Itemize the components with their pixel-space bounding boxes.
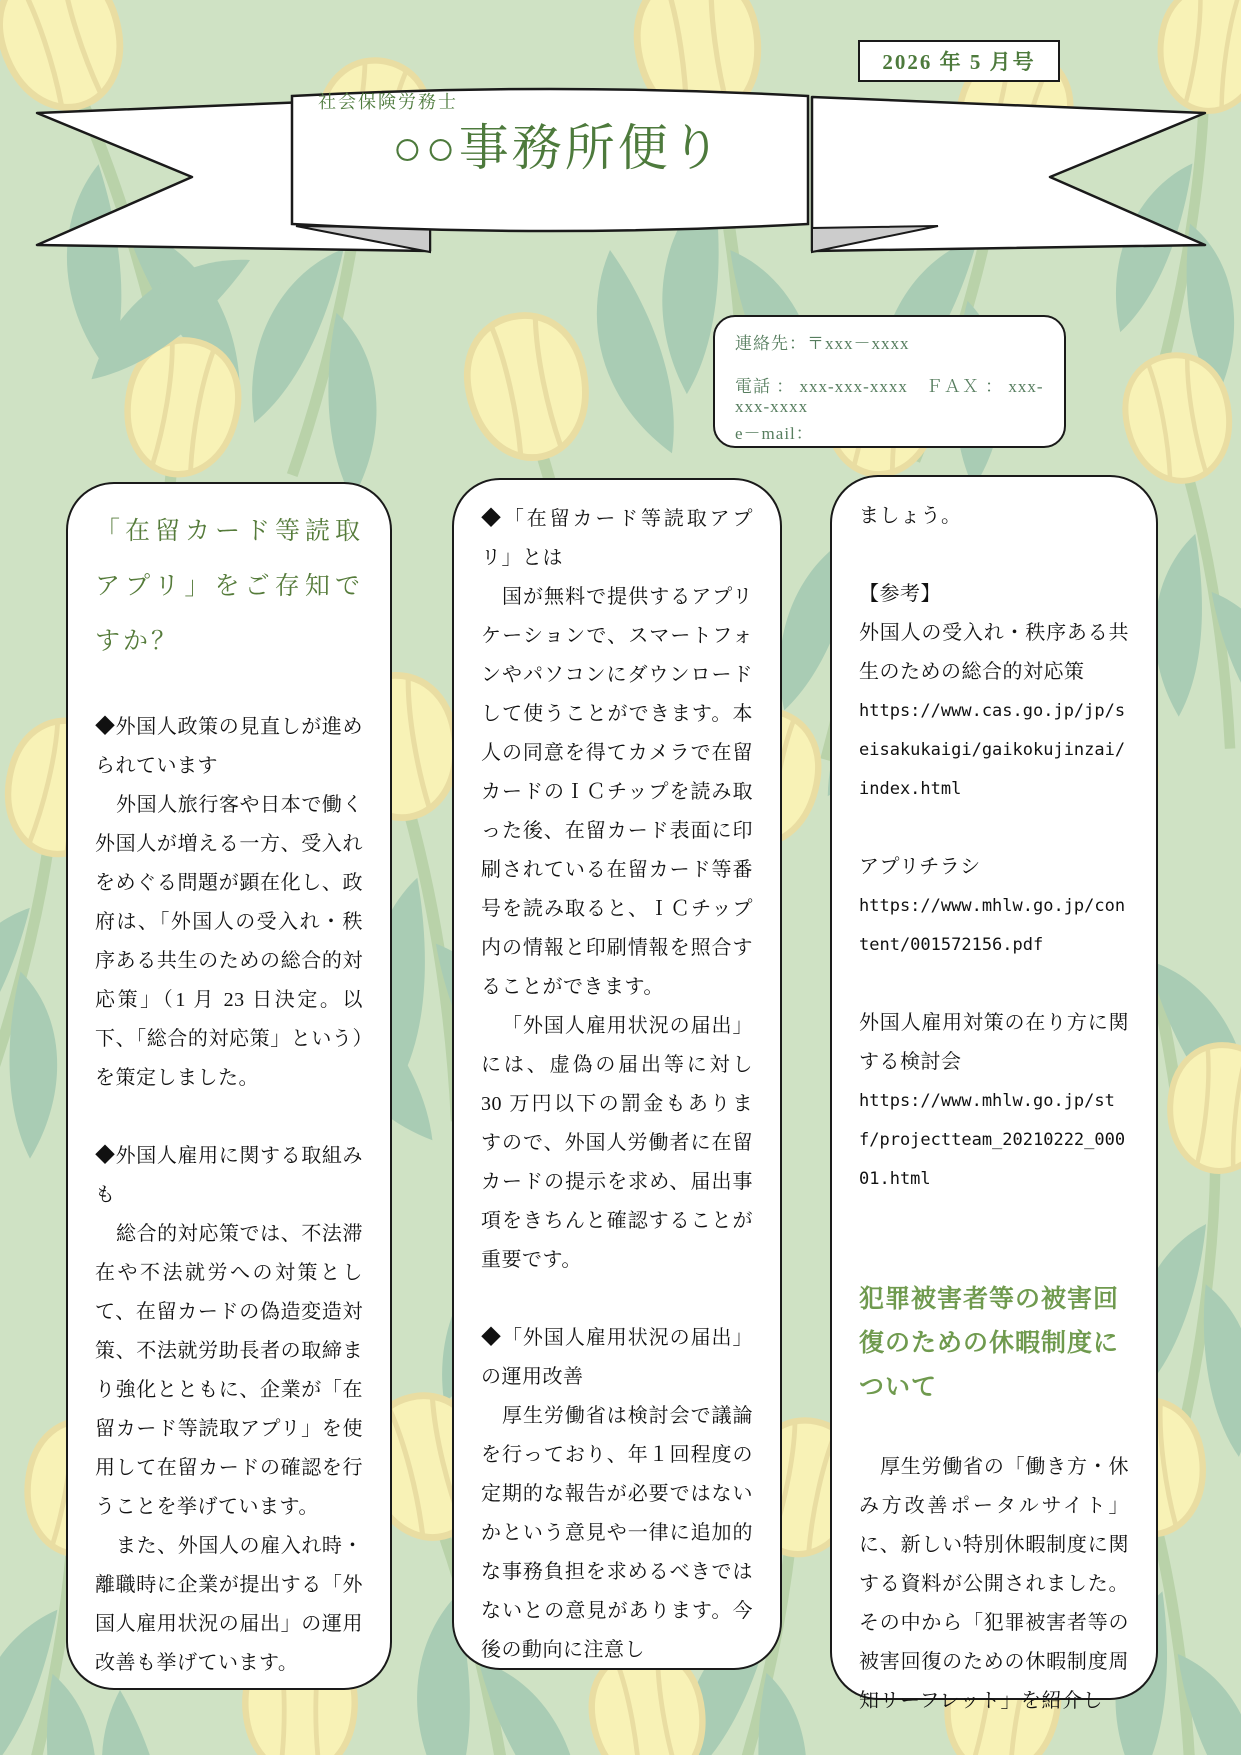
contact-postal-line: 連絡先：〒xxx－xxxx <box>735 334 910 353</box>
article-column-2 <box>452 478 782 1670</box>
body-paragraph: 国が無料で提供するアプリケーションで、スマートフォンやパソコンにダウンロードして使うことができます。本人の同意を得てカメラで在留カードのＩＣチップを読み取った後、在留カード表面に印刷されている在留カード等番号を読み取ると、ＩＣチップ内の情報と印刷情報を照合することができます。 <box>481 586 753 998</box>
newsletter-title: ○○事務所便り <box>392 120 724 176</box>
reference-url: https://www.mhlw.go.jp/content/001572156.pdf <box>859 896 1126 955</box>
body-paragraph: 外国人の受入れ・秩序ある共生のための総合的対応策 <box>859 622 1129 683</box>
spacer <box>859 1409 1129 1448</box>
body-paragraph: ◆「外国人雇用状況の届出」の運用改善 <box>481 1327 753 1388</box>
spacer <box>481 1280 753 1319</box>
contact-phone-fax-line: 電話 ： xxx-xxx-xxxx ＦＡＸ ： xxx-xxx-xxxx <box>735 377 1044 416</box>
reference-url: https://www.mhlw.go.jp/stf/projectteam_20210222_00001.html <box>859 1091 1126 1189</box>
body-paragraph: 厚生労働省は検討会で議論を行っており、年１回程度の定期的な報告が必要ではないかという意見や一律に追加的な事務負担を求めるべきではないとの意見があります。今後の動向に注意し <box>481 1405 753 1661</box>
body-paragraph: 総合的対応策では、不法滞在や不法就労への対策として、在留カードの偽造変造対策、不法就労助長者の取締まり強化とともに、企業が「在留カード等読取アプリ」を使用して在留カードの確認を行うことを挙げています。 <box>95 1223 363 1518</box>
body-paragraph: 「外国人雇用状況の届出」には、虚偽の届出等に対し 30 万円以下の罰金もありますので、外国人労働者に在留カードの提示を求め、届出事項をきちんと確認することが重要です。 <box>481 1015 753 1271</box>
body-paragraph: ましょう。 <box>859 505 962 527</box>
reference-url: https://www.cas.go.jp/jp/seisakukaigi/gaikokujinzai/index.html <box>859 701 1126 799</box>
body-paragraph: ◆「在留カード等読取アプリ」とは <box>481 508 753 569</box>
spacer <box>95 1098 363 1137</box>
spacer <box>859 809 1129 848</box>
spacer <box>859 536 1129 575</box>
body-paragraph: 【参考】 <box>859 583 941 605</box>
banner-subtitle: 社会保険労務士 <box>318 92 458 112</box>
contact-box <box>713 315 1066 448</box>
spacer <box>859 1199 1129 1238</box>
article-column-3 <box>830 475 1158 1712</box>
section-heading: 犯罪被害者等の被害回復のための休暇制度について <box>859 1285 1120 1401</box>
spacer <box>859 965 1129 1004</box>
body-paragraph: ◆外国人雇用に関する取組みも <box>95 1145 363 1206</box>
body-paragraph: 厚生労働省の「働き方・休み方改善ポータルサイト」に、新しい特別休暇制度に関する資料が公開されました。その中から「犯罪被害者等の被害回復のための休暇制度周知リーフレット」を紹介し <box>859 1456 1129 1712</box>
issue-label: 2026 年 5 月号 <box>882 50 1036 74</box>
body-paragraph: アプリチラシ <box>859 856 981 878</box>
spacer <box>859 1238 1129 1277</box>
body-paragraph: また、外国人の雇入れ時・離職時に企業が提出する「外国人雇用状況の届出」の運用改善も挙げています。 <box>95 1535 363 1674</box>
spacer <box>95 669 363 708</box>
article-column-1 <box>66 482 392 1690</box>
column-heading: 「在留カード等読取アプリ」をご存知ですか？ <box>95 518 363 655</box>
body-paragraph: 外国人旅行客や日本で働く外国人が増える一方、受入れをめぐる問題が顕在化し、政府は、「外国人の受入れ・秩序ある共生のための総合的対応策」（1 月 23 日決定。以下、「総合的対応策」という）を策定しました。 <box>95 794 363 1089</box>
body-paragraph: 外国人雇用対策の在り方に関する検討会 <box>859 1012 1129 1073</box>
body-paragraph: ◆外国人政策の見直しが進められています <box>95 716 363 777</box>
contact-email-line: e－mail： <box>735 424 814 443</box>
